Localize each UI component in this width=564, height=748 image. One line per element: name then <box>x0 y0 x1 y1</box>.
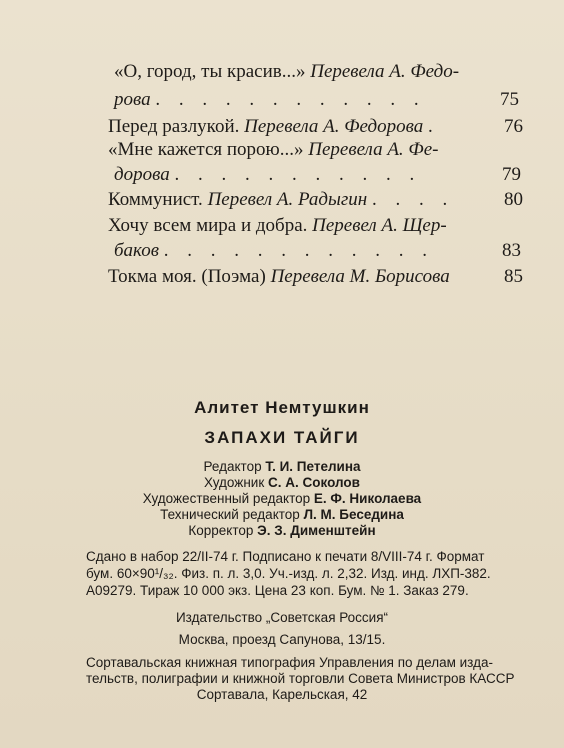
leader-dots: . . . . . . . . . . . <box>174 164 422 185</box>
credit-label: Художник <box>204 475 265 490</box>
credit-label: Художественный редактор <box>142 491 311 506</box>
book-title: ЗАПАХИ ТАЙГИ <box>204 428 360 447</box>
publisher-address: Москва, проезд Сапунова, 13/15. <box>178 632 386 647</box>
credit-label: Технический редактор <box>160 507 300 522</box>
toc-entry-title: Коммунист. <box>108 189 203 210</box>
credit-name: Т. И. Петелина <box>265 459 361 474</box>
toc-page-number: 85 <box>504 266 523 287</box>
toc-entry-5-line-2 <box>114 240 434 262</box>
toc-entry-translator: Перевела А. Федорова <box>244 116 424 137</box>
toc-entry-4-line-1 <box>108 189 454 211</box>
printer-city: Сортавала, Карельская, 42 <box>196 687 368 702</box>
imprint-line: бум. 60×90¹/₃₂. Физ. п. л. 3,0. Уч.-изд. л. 2,32. Изд. инд. ЛХП-382. <box>86 566 491 581</box>
imprint-line: А09279. Тираж 10 000 экз. Цена 23 коп. Бум. № 1. Заказ 279. <box>86 583 469 598</box>
toc-entry-translator: Перевела М. Борисова <box>270 266 450 287</box>
leader-dots: . <box>428 116 440 137</box>
toc-page-number: 80 <box>504 189 523 210</box>
credit-name: Э. З. Дименштейн <box>257 523 376 538</box>
toc-entry-2-line-1 <box>108 116 440 138</box>
publisher-name: Издательство „Советская Россия“ <box>175 610 389 625</box>
toc-page-number: 75 <box>500 89 519 110</box>
toc-entry-title: «О, город, ты красив...» <box>114 61 306 82</box>
printer-line: тельств, полиграфии и книжной торговли Совета Министров КАССР <box>86 671 515 686</box>
credit-editor <box>0 459 564 475</box>
credit-art-editor <box>0 491 564 507</box>
credit-artist <box>0 475 564 491</box>
toc-page-number: 79 <box>502 164 521 185</box>
toc-entry-translator: Перевел А. Щер- <box>312 215 447 236</box>
credit-name: Е. Ф. Николаева <box>313 491 422 506</box>
imprint-line: Сдано в набор 22/II-74 г. Подписано к печати 8/VIII-74 г. Формат <box>86 549 485 564</box>
book-author: Алитет Немтушкин <box>194 398 370 417</box>
toc-entry-3-line-1 <box>108 139 438 161</box>
toc-entry-title: «Мне кажется порою...» <box>108 139 304 160</box>
toc-entry-6-line-1 <box>108 266 450 288</box>
credit-name: Л. М. Беседина <box>303 507 404 522</box>
credit-label: Корректор <box>188 523 254 538</box>
leader-dots: . . . . <box>371 189 455 210</box>
toc-entry-translator-cont: рова <box>114 89 151 110</box>
toc-entry-5-line-1 <box>108 215 447 237</box>
printer-line: Сортавальская книжная типография Управления по делам изда- <box>86 655 493 670</box>
credit-name: С. А. Соколов <box>268 475 360 490</box>
toc-entry-title: Перед разлукой. <box>108 116 240 137</box>
leader-dots: . . . . . . . . . . . . <box>163 240 434 261</box>
toc-entry-title: Токма моя. (Поэма) <box>108 266 266 287</box>
toc-entry-translator-cont: дорова <box>114 164 170 185</box>
toc-entry-1-line-1 <box>114 61 459 83</box>
toc-entry-translator: Перевела А. Федо- <box>310 61 460 82</box>
toc-page-number: 76 <box>504 116 523 137</box>
toc-entry-translator: Перевела А. Фе- <box>308 139 439 160</box>
credit-tech-editor <box>0 507 564 523</box>
toc-entry-translator-cont: баков <box>114 240 159 261</box>
credit-label: Редактор <box>203 459 262 474</box>
toc-entry-1-line-2 <box>114 89 426 111</box>
leader-dots: . . . . . . . . . . . . <box>155 89 426 110</box>
toc-page-number: 83 <box>502 240 521 261</box>
toc-entry-3-line-2 <box>114 164 421 186</box>
toc-entry-translator: Перевел А. Радыгин <box>207 189 368 210</box>
credit-corrector <box>0 523 564 539</box>
toc-entry-title: Хочу всем мира и добра. <box>108 215 308 236</box>
